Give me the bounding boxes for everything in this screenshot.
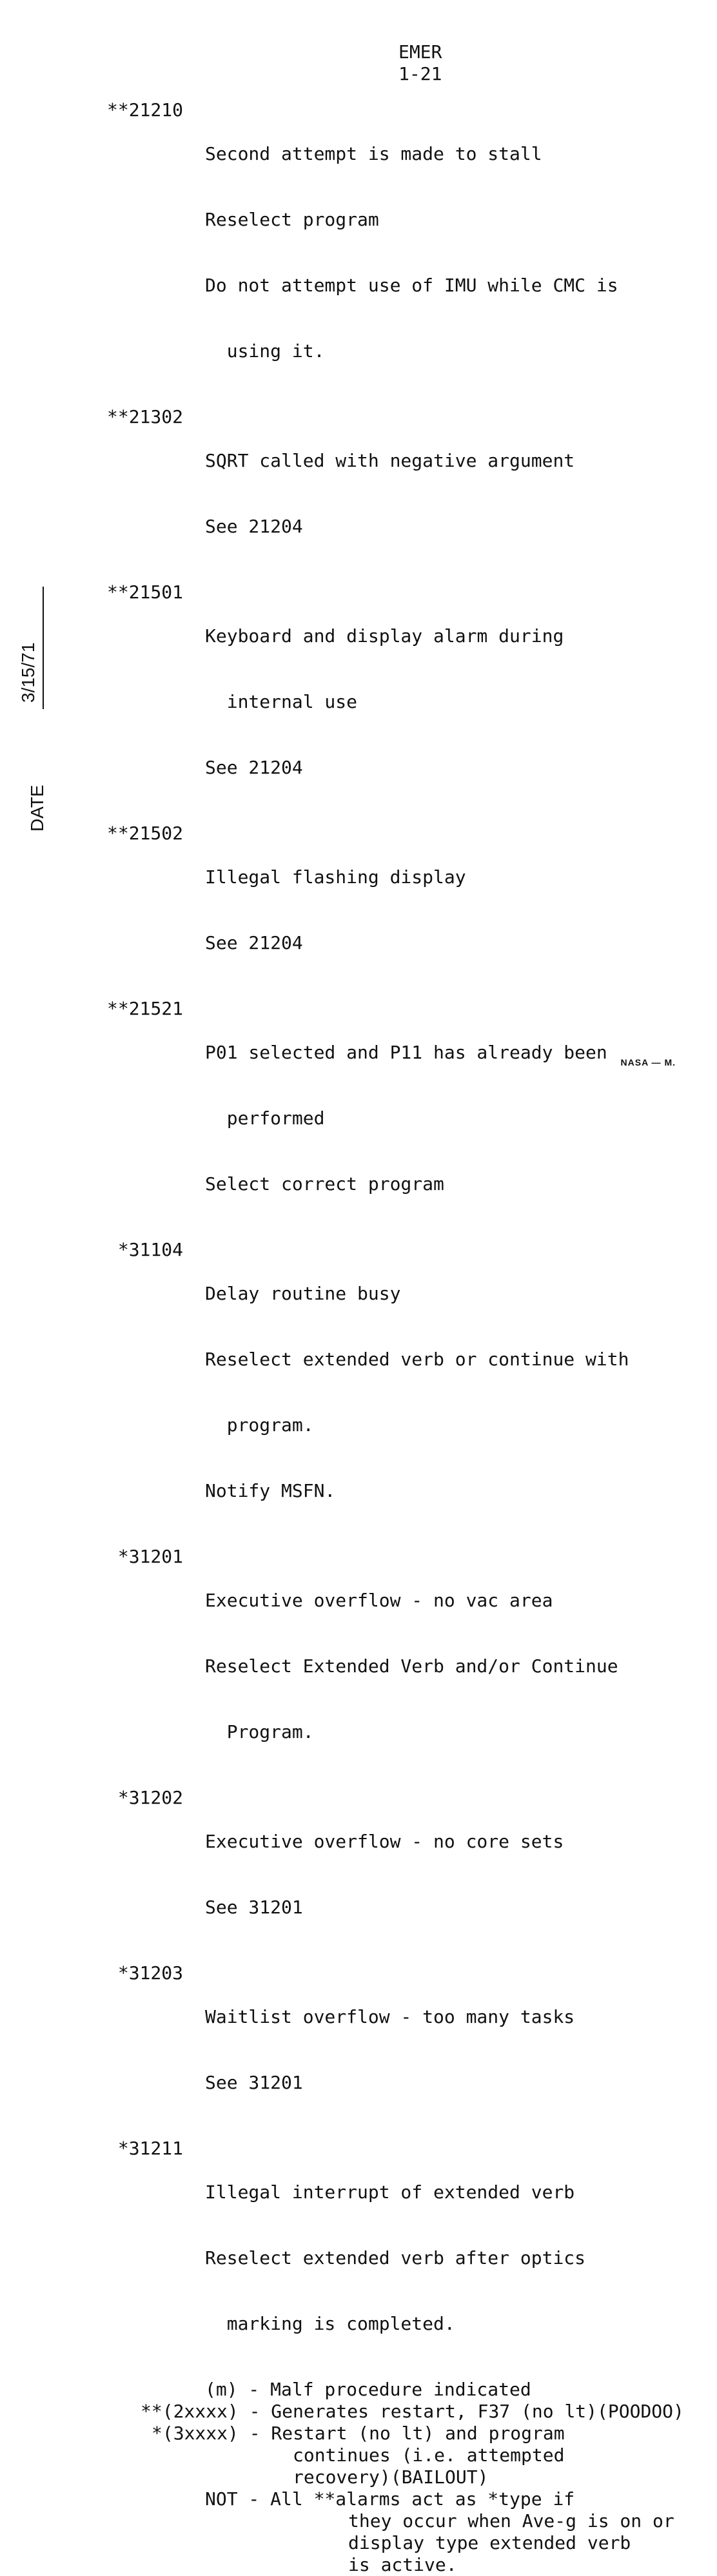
alarm-entry xyxy=(0,99,717,406)
alarm-entry xyxy=(0,406,717,581)
entry-line: Illegal interrupt of extended verb xyxy=(205,2181,575,2203)
entry-line: Do not attempt use of IMU while CMC is xyxy=(205,275,618,296)
date-label: DATE xyxy=(27,785,47,832)
entry-line: Reselect program xyxy=(205,209,379,230)
entry-line: program. xyxy=(205,1414,314,1436)
legend-line: continues (i.e. attempted xyxy=(293,2444,565,2466)
entry-line: See 21204 xyxy=(205,516,303,537)
entry-line: Second attempt is made to stall xyxy=(205,143,542,164)
page-number: 1-21 xyxy=(398,63,442,84)
alarm-list xyxy=(0,99,717,2576)
entry-line: Executive overflow - no core sets xyxy=(205,1831,564,1852)
date-stamp xyxy=(18,574,57,832)
footer-mark: NASA — M. xyxy=(620,1057,676,1068)
legend-line: recovery)(BAILOUT) xyxy=(293,2466,489,2488)
entry-line: Waitlist overflow - too many tasks xyxy=(205,2006,575,2027)
alarm-code: **21302 xyxy=(106,406,183,427)
alarm-code: *31201 xyxy=(117,1546,183,1567)
alarm-entry xyxy=(0,823,717,998)
entry-line: Notify MSFN. xyxy=(205,1480,336,1501)
alarm-code: *31211 xyxy=(117,2138,183,2159)
alarm-code: **21521 xyxy=(106,998,183,1019)
date-underline xyxy=(43,587,44,709)
entry-line: P01 selected and P11 has already been xyxy=(205,1042,607,1063)
entry-line: Keyboard and display alarm during xyxy=(205,625,564,647)
alarm-entry xyxy=(0,1239,717,1546)
entry-line: SQRT called with negative argument xyxy=(205,450,575,471)
alarm-code: **21210 xyxy=(106,99,183,121)
entry-line: internal use xyxy=(205,691,358,712)
legend-line: they occur when Ave-g is on or xyxy=(348,2510,674,2532)
alarm-entry xyxy=(0,1962,717,2138)
entry-line: Delay routine busy xyxy=(205,1283,401,1304)
entry-line: Illegal flashing display xyxy=(205,866,466,888)
entry-line: See 31201 xyxy=(205,1897,303,1918)
page-header xyxy=(398,41,442,85)
alarm-entry xyxy=(0,998,717,1239)
alarm-code: *31104 xyxy=(117,1239,183,1260)
legend-line: *(3xxxx) - Restart (no lt) and program xyxy=(152,2423,565,2444)
entry-line: Program. xyxy=(205,1721,314,1742)
legend-line: NOT - All **alarms act as *type if xyxy=(205,2488,575,2510)
alarm-code: **21501 xyxy=(106,581,183,603)
alarm-entry xyxy=(0,581,717,823)
entry-line: Reselect Extended Verb and/or Continue xyxy=(205,1655,618,1677)
legend-notes xyxy=(0,2379,717,2576)
date-value: 3/15/71 xyxy=(18,642,38,703)
legend-line: **(2xxxx) - Generates restart, F37 (no lt)(POODOO) xyxy=(141,2401,684,2422)
entry-line: See 21204 xyxy=(205,757,303,778)
entry-line: performed xyxy=(205,1107,325,1129)
alarm-entry xyxy=(0,1546,717,1787)
alarm-code: *31203 xyxy=(117,1962,183,1984)
alarm-entry xyxy=(0,1787,717,1962)
legend-line: is active. xyxy=(348,2554,457,2575)
entry-line: Executive overflow - no vac area xyxy=(205,1590,553,1611)
alarm-entry xyxy=(0,2138,717,2379)
entry-line: See 21204 xyxy=(205,932,303,953)
legend-line: (m) - Malf procedure indicated xyxy=(205,2379,531,2400)
legend-line: display type extended verb xyxy=(348,2532,631,2553)
entry-line: See 31201 xyxy=(205,2072,303,2093)
alarm-code: *31202 xyxy=(117,1787,183,1808)
alarm-code: **21502 xyxy=(106,823,183,844)
entry-line: using it. xyxy=(205,340,325,362)
entry-line: Select correct program xyxy=(205,1173,444,1195)
entry-line: Reselect extended verb after optics xyxy=(205,2247,586,2269)
entry-line: marking is completed. xyxy=(205,2313,455,2334)
section-label: EMER xyxy=(398,41,442,63)
entry-line: Reselect extended verb or continue with xyxy=(205,1349,629,1370)
